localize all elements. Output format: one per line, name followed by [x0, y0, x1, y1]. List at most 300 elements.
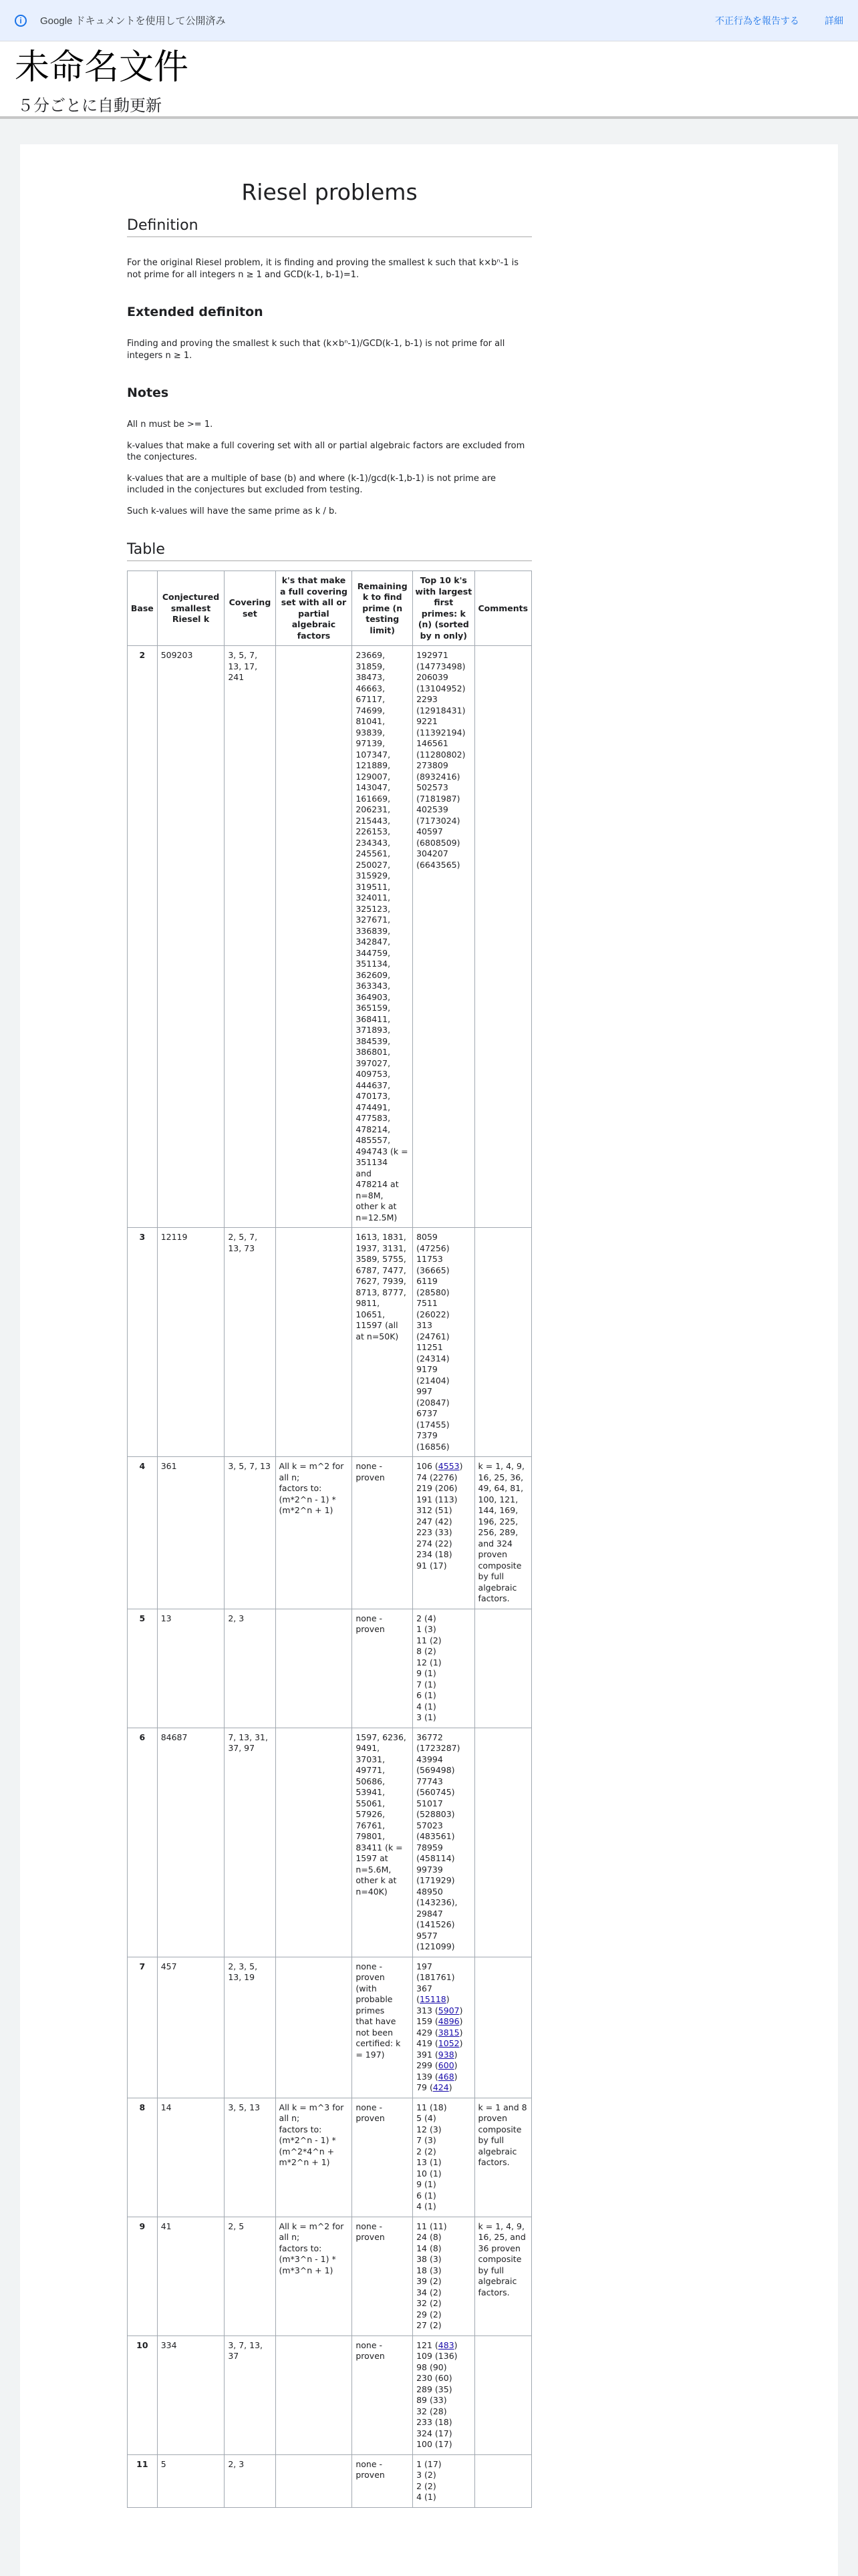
table-row [128, 2098, 532, 2217]
cell-line: (12918431) [416, 705, 466, 715]
cell-line: 40597 [416, 826, 443, 837]
cell-line: 16, 25, and [478, 2232, 526, 2243]
cell-line: 7627, 7939, [355, 1276, 406, 1287]
cell-line: 81041, [355, 716, 386, 727]
cell-remaining-k [352, 2454, 413, 2507]
cell-covering-set: 7, 13, 31, 37, 97 [225, 1728, 275, 1957]
cell-line: k = 1 and 8 [478, 2102, 527, 2112]
cell-line: n=8M, [355, 1190, 384, 1200]
cell-line: algebraic [478, 2146, 517, 2156]
cell-line: 36 proven [478, 2243, 521, 2253]
cell-line: 234343, [355, 837, 391, 848]
cell-line: 477583, [355, 1113, 391, 1124]
cell-line: (569498) [416, 1765, 455, 1776]
cell-line: 10651, [355, 1309, 386, 1319]
cell-line: (6808509) [416, 837, 460, 848]
cell-line: 27 (2) [416, 2320, 442, 2331]
cell-line: 34 (2) [416, 2287, 442, 2297]
cell-line: 6 (1) [416, 2190, 436, 2201]
cell-line: 478214 at [355, 1179, 399, 1190]
cell-remaining-k [352, 1457, 413, 1609]
cell-line: 11597 (all [355, 1320, 398, 1331]
cell-line: 53941, [355, 1787, 386, 1798]
col-header-algebraic-ks: k's that make a full covering set with all or partial algebraic factors [275, 571, 352, 646]
cell-line: 429 (3815) [416, 2027, 463, 2038]
prime-link[interactable]: 600 [438, 2060, 454, 2071]
prime-link[interactable]: 4896 [438, 2016, 460, 2027]
prime-link[interactable]: 4553 [438, 1461, 460, 1472]
cell-line: 191 (113) [416, 1494, 458, 1504]
cell-line: 77743 [416, 1776, 443, 1786]
cell-line: 46663, [355, 683, 386, 693]
cell-line: 342847, [355, 937, 391, 947]
cell-line: 39 (2) [416, 2276, 442, 2287]
cell-covering-set: 2, 3 [225, 2454, 275, 2507]
cell-line: 10 (1) [416, 2168, 442, 2179]
cell-algebraic-ks [275, 1457, 352, 1609]
cell-line: 9811, [355, 1298, 380, 1309]
cell-line: primes [355, 2005, 385, 2016]
cell-line: 100 (17) [416, 2439, 452, 2450]
cell-line: 121889, [355, 760, 391, 771]
cell-line: (560745) [416, 1787, 455, 1798]
cell-line: proven [478, 1549, 508, 1560]
cell-line: 37031, [355, 1754, 386, 1764]
cell-conjectured-k: 41 [157, 2217, 225, 2336]
cell-conjectured-k: 361 [157, 1457, 225, 1609]
cell-line: 234 (18) [416, 1549, 452, 1560]
cell-covering-set: 3, 7, 13, 37 [225, 2336, 275, 2454]
cell-line: 256, 289, [478, 1527, 519, 1538]
prime-link[interactable]: 468 [438, 2071, 454, 2082]
cell-covering-set: 3, 5, 7, 13, 17, 241 [225, 646, 275, 1228]
cell-line: 315929, [355, 870, 391, 881]
cell-base: 2 [128, 646, 158, 1228]
cell-line: 143047, [355, 782, 391, 793]
cell-line: (181761) [416, 1972, 455, 1983]
cell-base: 8 [128, 2098, 158, 2217]
cell-line: 386801, [355, 1047, 391, 1058]
riesel-table [127, 571, 532, 2508]
cell-line: 9221 [416, 716, 438, 727]
cell-line: 76761, [355, 1820, 386, 1830]
cell-algebraic-ks [275, 2454, 352, 2507]
cell-line: proven [355, 1472, 385, 1482]
cell-line: 2 (4) [416, 1613, 436, 1623]
cell-line: 38473, [355, 672, 386, 683]
cell-line: 368411, [355, 1013, 391, 1024]
cell-line: 29847 [416, 1908, 443, 1919]
cell-line: 12 (3) [416, 2124, 442, 2134]
table-row [128, 2217, 532, 2336]
cell-line: composite [478, 2254, 522, 2265]
cell-line: certified: k [355, 2038, 401, 2049]
cell-line: (14773498) [416, 661, 466, 671]
cell-conjectured-k: 509203 [157, 646, 225, 1228]
cell-line: 161669, [355, 793, 391, 804]
cell-line: 7 (1) [416, 1679, 436, 1689]
published-message: Google ドキュメントを使用して公開済み [40, 15, 226, 27]
cell-line: 478214, [355, 1124, 391, 1134]
cell-line: 226153, [355, 826, 391, 837]
cell-line: (483561) [416, 1831, 455, 1842]
cell-algebraic-ks [275, 1728, 352, 1957]
cell-line: 444637, [355, 1080, 391, 1090]
cell-line: 97139, [355, 738, 386, 749]
cell-line: 11251 [416, 1342, 443, 1353]
cell-line: 91 (17) [416, 1560, 447, 1571]
cell-line: 6119 [416, 1276, 438, 1287]
publish-bar [0, 0, 858, 41]
table-row [128, 1457, 532, 1609]
cell-line: (13104952) [416, 683, 466, 693]
cell-line: 6787, 7477, [355, 1265, 406, 1275]
cell-line: that have [355, 2016, 396, 2027]
notes-heading: Notes [127, 385, 169, 401]
cell-line: probable [355, 1994, 393, 2005]
cell-line: (8932416) [416, 771, 460, 782]
cell-line: 362609, [355, 969, 391, 980]
cell-line: All k = m^3 for [279, 2102, 344, 2112]
cell-conjectured-k: 457 [157, 1957, 225, 2098]
cell-top-10 [413, 2098, 474, 2217]
cell-line: 9491, [355, 1743, 380, 1754]
cell-line: (458114) [416, 1853, 455, 1864]
col-header-comments: Comments [474, 571, 531, 646]
cell-line: other k at [355, 1875, 397, 1886]
cell-base: 4 [128, 1457, 158, 1609]
cell-line: 8713, 8777, [355, 1287, 406, 1297]
cell-comments [474, 1457, 531, 1609]
prime-link[interactable]: 5907 [438, 2005, 460, 2016]
cell-line: factors. [478, 1593, 510, 1604]
cell-line: 397027, [355, 1058, 391, 1068]
cell-line: 325123, [355, 903, 391, 914]
cell-line: 74 (2276) [416, 1472, 458, 1482]
cell-line: 351134, [355, 959, 391, 969]
cell-conjectured-k: 334 [157, 2336, 225, 2454]
cell-line: 11 (2) [416, 1635, 442, 1645]
cell-base: 9 [128, 2217, 158, 2336]
cell-line: 78959 [416, 1842, 443, 1853]
cell-line: 11 (11) [416, 2221, 447, 2231]
cell-line: 312 (51) [416, 1505, 452, 1516]
cell-line: 16, 25, 36, [478, 1472, 524, 1482]
cell-covering-set: 3, 5, 7, 13 [225, 1457, 275, 1609]
cell-base: 7 [128, 1957, 158, 2098]
cell-line: 502573 [416, 782, 448, 793]
cell-line: 11753 [416, 1254, 443, 1265]
cell-line: 9577 [416, 1930, 438, 1941]
cell-line: 100, 121, [478, 1494, 519, 1504]
prime-link[interactable]: 483 [438, 2340, 454, 2350]
cell-line: 197 [416, 1961, 432, 1971]
cell-conjectured-k: 12119 [157, 1228, 225, 1457]
definition-text: For the original Riesel problem, it is finding and proving the smallest k such that k×bⁿ-1 is not prime for all integers n ≥ 1 and GCD(k-1, b-1)=1. [127, 258, 519, 280]
cell-line: 313 [416, 1320, 432, 1331]
cell-line: (24314) [416, 1353, 450, 1363]
cell-line: 215443, [355, 815, 391, 826]
cell-line: 336839, [355, 925, 391, 936]
prime-link[interactable]: 3815 [438, 2027, 460, 2038]
cell-line: 79 (424) [416, 2082, 452, 2093]
cell-covering-set: 2, 5, 7, 13, 73 [225, 1228, 275, 1457]
cell-line: 206039 [416, 672, 448, 683]
cell-line: factors to: [279, 1483, 322, 1494]
extended-heading: Extended definiton [127, 305, 263, 320]
cell-line: 219 (206) [416, 1483, 458, 1494]
cell-line: 49771, [355, 1765, 386, 1776]
cell-line: (36665) [416, 1265, 450, 1275]
cell-line: proven [355, 2470, 385, 2480]
cell-line: none - [355, 2458, 383, 2469]
cell-line: other k at [355, 1201, 397, 1212]
cell-line: 4 (1) [416, 1701, 436, 1712]
cell-line: 9 (1) [416, 2179, 436, 2190]
cell-line: 48950 [416, 1886, 443, 1897]
note-item: k-values that are a multiple of base (b) and where (k-1)/gcd(k-1,b-1) is not prime are included in the conjectures but excluded from testing. [127, 473, 496, 496]
cell-comments [474, 2217, 531, 2336]
cell-line: factors to: [279, 2124, 322, 2134]
cell-remaining-k [352, 2217, 413, 2336]
cell-top-10 [413, 1728, 474, 1957]
cell-line: composite [478, 1560, 522, 1571]
cell-line: 23669, [355, 650, 386, 661]
cell-line: = 197) [355, 2049, 385, 2060]
cell-line: all n; [279, 1472, 300, 1482]
cell-line: 89 (33) [416, 2395, 447, 2406]
cell-line: 31859, [355, 661, 386, 671]
cell-line: 409753, [355, 1069, 391, 1080]
prime-link[interactable]: 424 [432, 2082, 449, 2093]
cell-line: and [355, 1168, 372, 1178]
table-row [128, 2336, 532, 2454]
cell-remaining-k [352, 2336, 413, 2454]
cell-comments [474, 1228, 531, 1457]
cell-line: factors. [478, 2157, 510, 2168]
cell-algebraic-ks [275, 2217, 352, 2336]
cell-line: 997 [416, 1386, 432, 1397]
cell-line: (7181987) [416, 793, 460, 804]
cell-line: none - [355, 2102, 383, 2112]
cell-line: 8059 [416, 1232, 438, 1243]
table-row [128, 1228, 532, 1457]
cell-line: 319511, [355, 881, 391, 892]
cell-line: 2293 [416, 694, 438, 705]
cell-line: All k = m^2 for [279, 1461, 344, 1472]
cell-covering-set: 3, 5, 13 [225, 2098, 275, 2217]
report-abuse-link[interactable]: 不正行為を報告する [715, 15, 799, 26]
cell-line: proven [355, 2351, 385, 2362]
cell-line: 419 (1052) [416, 2038, 463, 2049]
cell-line: 402539 [416, 804, 448, 815]
cell-line: (24761) [416, 1331, 450, 1341]
cell-algebraic-ks [275, 646, 352, 1228]
col-header-covering-set: Covering set [225, 571, 275, 646]
cell-base: 11 [128, 2454, 158, 2507]
cell-line: 51017 [416, 1798, 443, 1808]
cell-top-10 [413, 1228, 474, 1457]
cell-line: none - [355, 1961, 383, 1971]
cell-line: 38 (3) [416, 2254, 442, 2265]
cell-line: 4 (1) [416, 2492, 436, 2503]
cell-line: 474491, [355, 1102, 391, 1112]
cell-line: 494743 (k = [355, 1146, 408, 1156]
cell-line: 146561 [416, 738, 448, 749]
table-row [128, 2454, 532, 2507]
cell-line: at n=50K) [355, 1331, 399, 1341]
cell-line: 304207 [416, 848, 448, 859]
cell-line: 43994 [416, 1754, 443, 1764]
cell-line: n=12.5M) [355, 1212, 398, 1223]
details-link[interactable]: 詳細 [825, 15, 843, 26]
cell-line: proven [355, 2113, 385, 2124]
cell-line: 273809 [416, 760, 448, 771]
col-header-remaining-k: Remaining k to find prime (n testing limit) [352, 571, 413, 646]
cell-line: n=40K) [355, 1886, 388, 1897]
col-header-conjectured-k: Conjectured smallest Riesel k [157, 571, 225, 646]
table-heading: Table [127, 541, 532, 561]
cell-line: 99739 [416, 1864, 443, 1875]
cell-line: (171929) [416, 1875, 455, 1886]
cell-line: 1 (17) [416, 2458, 442, 2469]
cell-line: m*2^n + 1) [279, 2157, 330, 2168]
cell-line: by full [478, 2135, 505, 2146]
cell-line: 24 (8) [416, 2232, 442, 2243]
cell-line: 12 (1) [416, 1657, 442, 1667]
cell-line: (15118) [416, 1994, 450, 2005]
cell-line: (143236), [416, 1897, 458, 1908]
cell-line: (m*3^n + 1) [279, 2265, 333, 2275]
cell-line: 159 (4896) [416, 2016, 463, 2027]
cell-line: (11280802) [416, 749, 466, 760]
cell-covering-set: 2, 3 [225, 1609, 275, 1728]
cell-line: 1597, 6236, [355, 1732, 406, 1742]
cell-line: 79801, [355, 1831, 386, 1842]
cell-comments [474, 2098, 531, 2217]
cell-line: k = 1, 4, 9, [478, 1461, 525, 1472]
cell-line: proven [478, 2113, 508, 2124]
document-header [0, 41, 858, 119]
cell-line: 139 (468) [416, 2071, 458, 2082]
prime-link[interactable]: 938 [438, 2049, 454, 2060]
cell-line: 470173, [355, 1091, 391, 1102]
cell-line: 6737 [416, 1408, 438, 1419]
cell-line: 391 (938) [416, 2049, 458, 2060]
cell-line: (16856) [416, 1441, 450, 1452]
table-row [128, 646, 532, 1228]
cell-top-10 [413, 2454, 474, 2507]
cell-top-10 [413, 1957, 474, 2098]
document-page [20, 144, 838, 2576]
cell-line: (26022) [416, 1309, 450, 1319]
cell-line: 55061, [355, 1798, 386, 1808]
page-title: Riesel problems [241, 179, 418, 205]
cell-line: 32 (28) [416, 2406, 447, 2416]
cell-line: 299 (600) [416, 2060, 458, 2071]
cell-line: 106 (4553) [416, 1461, 463, 1472]
table-row [128, 1728, 532, 1957]
cell-line: algebraic [478, 2276, 517, 2287]
cell-line: 4 (1) [416, 2201, 436, 2212]
cell-line: 8 (2) [416, 1646, 436, 1657]
cell-line: 365159, [355, 1003, 391, 1013]
cell-line: 3 (2) [416, 2470, 436, 2480]
cell-line: (m*3^n - 1) * [279, 2254, 336, 2265]
cell-line: 49, 64, 81, [478, 1483, 524, 1494]
prime-link[interactable]: 15118 [419, 1994, 446, 2005]
cell-line: (with [355, 1983, 377, 1993]
cell-line: none - [355, 1461, 383, 1472]
cell-line: 363343, [355, 981, 391, 991]
cell-base: 6 [128, 1728, 158, 1957]
cell-line: 29 (2) [416, 2309, 442, 2319]
cell-remaining-k [352, 2098, 413, 2217]
cell-comments [474, 2336, 531, 2454]
cell-line: 6 (1) [416, 1690, 436, 1701]
cell-base: 10 [128, 2336, 158, 2454]
cell-line: 3 (1) [416, 1712, 436, 1723]
cell-line: 223 (33) [416, 1527, 452, 1538]
cell-line: 98 (90) [416, 2362, 447, 2372]
cell-line: composite [478, 2124, 522, 2134]
cell-line: 129007, [355, 771, 391, 782]
prime-link[interactable]: 1052 [438, 2038, 460, 2049]
info-icon[interactable]: i [15, 15, 27, 27]
cell-top-10 [413, 2336, 474, 2454]
cell-algebraic-ks [275, 1957, 352, 2098]
cell-line: All k = m^2 for [279, 2221, 344, 2231]
cell-line: 327671, [355, 915, 391, 925]
cell-line: (m*2^n + 1) [279, 1505, 333, 1516]
cell-line: (m^2*4^n + [279, 2146, 335, 2156]
definition-heading: Definition [127, 217, 532, 237]
cell-line: none - [355, 2221, 383, 2231]
cell-line: not been [355, 2027, 394, 2038]
cell-line: 250027, [355, 859, 391, 870]
cell-line: 371893, [355, 1025, 391, 1035]
cell-line: 57023 [416, 1820, 443, 1830]
cell-line: 344759, [355, 947, 391, 958]
table-header-row [128, 571, 532, 646]
cell-line: 7379 [416, 1430, 438, 1441]
cell-line: 367 [416, 1983, 432, 1993]
cell-line: 1613, 1831, [355, 1232, 406, 1243]
cell-line: 9179 [416, 1364, 438, 1375]
cell-line: (1723287) [416, 1743, 460, 1754]
cell-line: 93839, [355, 727, 386, 738]
cell-line: 11 (18) [416, 2102, 447, 2112]
note-item: All n must be >= 1. [127, 420, 213, 430]
cell-line: proven [355, 1624, 385, 1635]
cell-comments [474, 1609, 531, 1728]
cell-line: 196, 225, [478, 1516, 519, 1526]
cell-covering-set: 2, 3, 5, 13, 19 [225, 1957, 275, 2098]
cell-line: all n; [279, 2232, 300, 2243]
cell-line: 324 (17) [416, 2428, 452, 2438]
cell-line: all n; [279, 2113, 300, 2124]
cell-conjectured-k: 14 [157, 2098, 225, 2217]
col-header-base: Base [128, 571, 158, 646]
cell-line: 206231, [355, 804, 391, 815]
cell-line: 247 (42) [416, 1516, 452, 1526]
cell-covering-set: 2, 5 [225, 2217, 275, 2336]
cell-line: 1597 at [355, 1853, 388, 1864]
cell-remaining-k [352, 1609, 413, 1728]
cell-line: n=5.6M, [355, 1864, 392, 1875]
document-name: 未命名文件 [15, 47, 189, 88]
col-header-top-10: Top 10 k's with largest first primes: k (n) (sorted by n only) [413, 571, 474, 646]
